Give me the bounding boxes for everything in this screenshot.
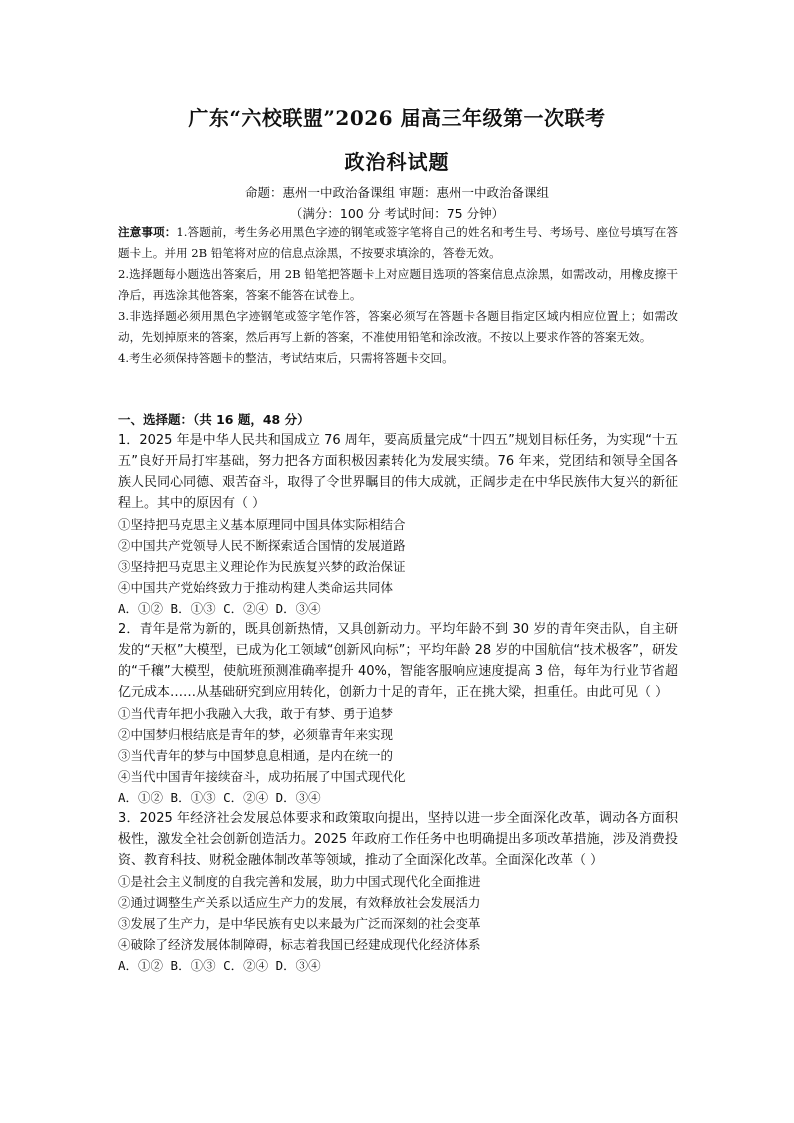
question-option: ①坚持把马克思主义基本原理同中国具体实际相结合 xyxy=(118,517,406,532)
question-option: ③发展了生产力，是中华民族有史以来最为广泛而深刻的社会变革 xyxy=(118,916,481,931)
question-option: ①当代青年把小我融入大我，敢于有梦、勇于追梦 xyxy=(118,706,394,721)
exam-subject: 政治科试题 xyxy=(344,150,450,174)
question-option: ②中国梦归根结底是青年的梦，必须靠青年来实现 xyxy=(118,727,394,742)
question-choices: A．①② B．①③ C．②④ D．③④ xyxy=(118,790,321,805)
notice-item: 4.考生必须保持答题卡的整洁，考试结束后，只需将答题卡交回。 xyxy=(118,351,454,365)
notice-item: 2.选择题每小题选出答案后，用 2B 铅笔把答题卡上对应题目选项的答案信息点涂黑，如需改动，用橡皮擦干净后，再选涂其他答案，答案不能答在试卷上。 xyxy=(118,267,678,302)
question-3 xyxy=(118,808,678,976)
notice-item: 3.非选择题必须用黑色字迹钢笔或签字笔作答，答案必须写在答题卡各题目指定区域内相应位置上；如需改动，先划掉原来的答案，然后再写上新的答案，不准使用铅笔和涂改液。不按以上要求作答的答案无效。 xyxy=(118,309,678,344)
question-option: ③坚持把马克思主义理论作为民族复兴梦的政治保证 xyxy=(118,559,406,574)
question-list xyxy=(118,430,678,976)
question-option: ②通过调整生产关系以适应生产力的发展，有效释放社会发展活力 xyxy=(118,895,481,910)
question-choices: A．①② B．①③ C．②④ D．③④ xyxy=(118,601,321,616)
question-option: ①是社会主义制度的自我完善和发展，助力中国式现代化全面推进 xyxy=(118,874,481,889)
question-option: ④破除了经济发展体制障碍，标志着我国已经建成现代化经济体系 xyxy=(118,937,481,952)
question-stem: 1．2025 年是中华人民共和国成立 76 周年，要高质量完成“十四五”规划目标任务，为实现“十五五”良好开局打牢基础，努力把各方面积极因素转化为发展实绩。76 年来，党团结和领导全国各族人民同心同德、艰苦奋斗，取得了令世界瞩目的伟大成就，正阔步走在中华民族伟大复兴的新征程上。其中的原因有（ ） xyxy=(118,433,678,511)
question-1 xyxy=(118,430,678,619)
notice-text: 1.答题前，考生务必用黑色字迹的钢笔或签字笔将自己的姓名和考生号、考场号、座位号填写在答题卡上。并用 2B 铅笔将对应的信息点涂黑，不按要求填涂的，答卷无效。 xyxy=(118,225,678,260)
question-option: ④当代中国青年接续奋斗，成功拓展了中国式现代化 xyxy=(118,769,406,784)
question-stem: 3．2025 年经济社会发展总体要求和政策取向提出，坚持以进一步全面深化改革，调动各方面积极性，激发全社会创新创造活力。2025 年政府工作任务中也明确提出多项改革措施，涉及消费投资、教育科技、财税金融体制改革等领域，推动了全面深化改革。全面深化改革（ ） xyxy=(118,811,678,868)
notice-block xyxy=(118,222,678,369)
question-option: ③当代青年的梦与中国梦息息相通，是内在统一的 xyxy=(118,748,394,763)
exam-score-time: （满分：100 分 考试时间：75 分钟） xyxy=(289,206,505,221)
question-option: ④中国共产党始终致力于推动构建人类命运共同体 xyxy=(118,580,394,595)
exam-title: 广东“六校联盟”2026 届高三年级第一次联考 xyxy=(188,106,606,130)
question-2 xyxy=(118,619,678,808)
exam-authors: 命题：惠州一中政治备课组 审题：惠州一中政治备课组 xyxy=(245,185,549,200)
notice-item xyxy=(118,222,678,264)
question-choices: A．①② B．①③ C．②④ D．③④ xyxy=(118,958,321,973)
question-option: ②中国共产党领导人民不断探索适合国情的发展道路 xyxy=(118,538,406,553)
notice-label: 注意事项： xyxy=(118,225,177,239)
section-title: 一、选择题：（共 16 题，48 分） xyxy=(118,412,310,427)
question-stem: 2．青年是常为新的，既具创新热情，又具创新动力。平均年龄不到 30 岁的青年突击队，自主研发的“天枢”大模型，已成为化工领域“创新风向标”；平均年龄 28 岁的中国航信“技术极客”，研发的“千穰”大模型，使航班预测准确率提升 40%，智能客服响应速度提高 3 倍，每年为行业节省超亿元成本……从基础研究到应用转化，创新力十足的青年，正在挑大梁，担重任。由此可见（ ） xyxy=(118,622,678,700)
